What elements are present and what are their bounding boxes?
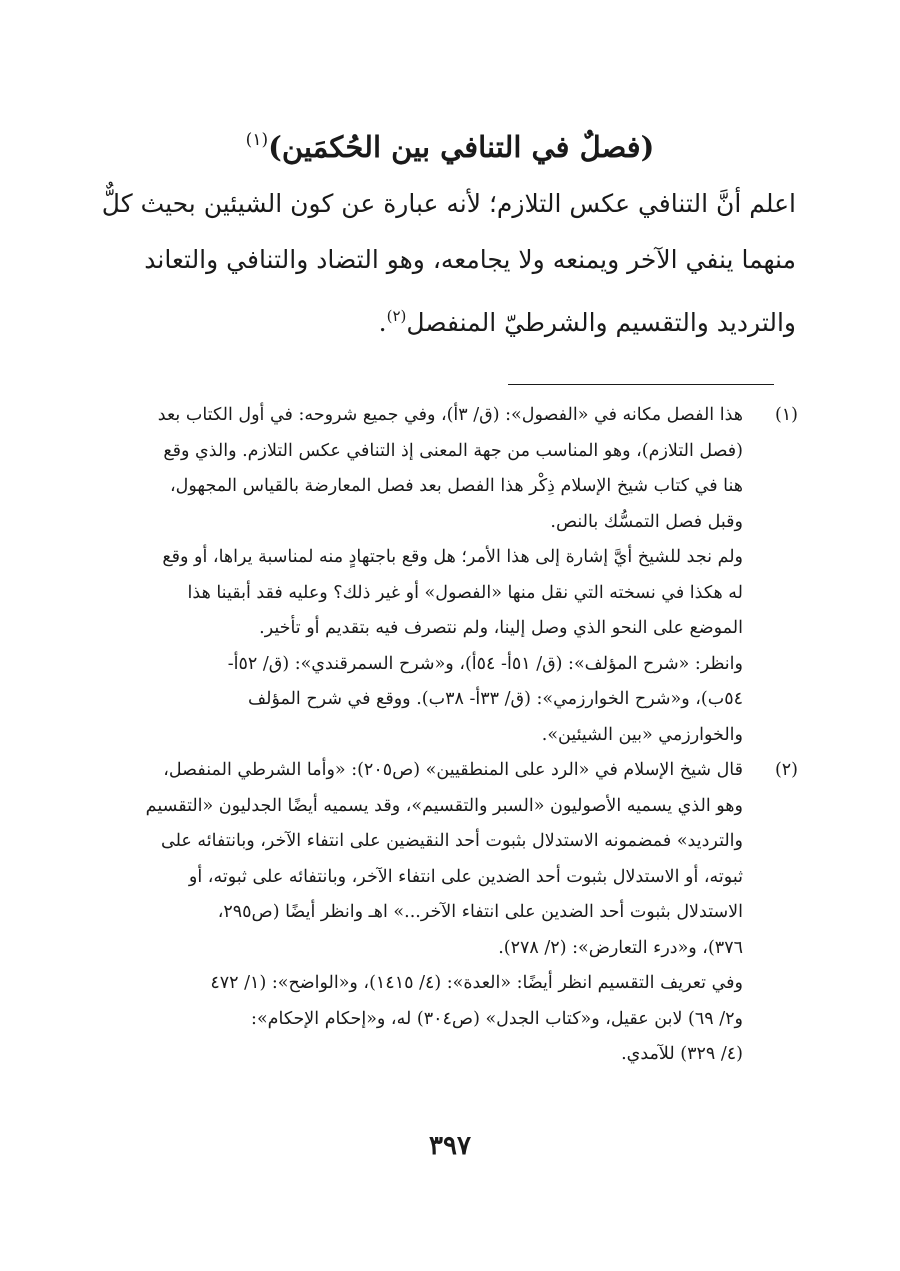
footnote-line: الاستدلال بثبوت أحد الضدين على انتفاء الآخر...» اهـ وانظر أيضًا (ص٢٩٥، [217, 902, 743, 922]
footnote-1 [108, 398, 798, 753]
footnote-line: ٣٧٦)، و«درء التعارض»: (٢/ ٢٧٨). [498, 937, 743, 958]
footnotes-section [108, 398, 798, 1073]
footnote-line: ٥٤ب)، و«شرح الخوارزمي»: (ق/ ٣٣أ- ٣٨ب). ووقع في شرح المؤلف [248, 689, 743, 709]
footnote-line: (فصل التلازم)، وهو المناسب من جهة المعنى إذ التنافي عكس التلازم. والذي وقع [163, 440, 743, 461]
footnote-2 [108, 753, 798, 1073]
footnote-line: الموضع على النحو الذي وصل إلينا، ولم نتصرف فيه بتقديم أو تأخير. [259, 618, 743, 638]
section-title [100, 118, 800, 169]
section-title-text: (فصلٌ في التنافي بين الحُكمَين) [268, 130, 655, 164]
footnote-line: وهو الذي يسميه الأصوليون «السبر والتقسيم»، وقد يسميه أيضًا الجدليون «التقسيم [145, 795, 743, 816]
footnote-line: هنا في كتاب شيخ الإسلام ذِكْر هذا الفصل بعد فصل المعارضة بالقياس المجهول، [169, 476, 743, 496]
footnote-separator [508, 384, 774, 385]
footnote-line: و٢/ ٦٩) لابن عقيل، و«كتاب الجدل» (ص٣٠٤) له، و«إحكام الإحكام»: [251, 1008, 743, 1029]
footnote-line: والخوارزمي «بين الشيئين». [541, 724, 743, 745]
footnote-line: ولم نجد للشيخ أيَّ إشارة إلى هذا الأمر؛ هل وقع باجتهادٍ منه لمناسبة يراها، أو وقع [162, 547, 743, 567]
footnote-line: هذا الفصل مكانه في «الفصول»: (ق/ ٣أ)، وفي جميع شروحه: في أول الكتاب بعد [157, 405, 743, 425]
body-line-last [108, 288, 796, 351]
body-line: اعلم أنَّ التنافي عكس التلازم؛ لأنه عبارة عن كون الشيئين بحيث كلٌّ [101, 189, 796, 218]
body-end-mark: . [378, 308, 387, 337]
page-number: ٣٩٧ [429, 1131, 471, 1161]
footnote-line: (٤/ ٣٢٩) للآمدي. [621, 1044, 743, 1064]
main-paragraph [101, 176, 796, 351]
footnote-line: له هكذا في نسخته التي نقل منها «الفصول» أو غير ذلك؟ وعليه فقد أبقينا هذا [187, 582, 743, 603]
body-line: منهما ينفي الآخر ويمنعه ولا يجامعه، وهو التضاد والتنافي والتعاند [144, 245, 796, 274]
body-footnote-ref: (٢) [386, 307, 407, 325]
footnote-line: ثبوته، أو الاستدلال بثبوت أحد الضدين على انتفاء الآخر، وبانتفائه على ثبوته، أو [188, 866, 743, 887]
title-footnote-ref: (١) [245, 130, 269, 150]
footnote-number: (٢) [774, 760, 798, 780]
body-line-text: والترديد والتقسيم والشرطيّ المنفصل [406, 308, 796, 337]
footnote-line: وانظر: «شرح المؤلف»: (ق/ ٥١أ- ٥٤أ)، و«شرح السمرقندي»: (ق/ ٥٢أ- [227, 653, 743, 674]
footnote-number: (١) [774, 405, 798, 425]
footnote-line: والترديد» فمضمونه الاستدلال بثبوت أحد النقيضين على انتفاء الآخر، وبانتفائه على [161, 831, 743, 851]
footnote-line: وفي تعريف التقسيم انظر أيضًا: «العدة»: (٤/ ١٤١٥)، و«الواضح»: (١/ ٤٧٢ [210, 973, 743, 993]
footnote-line: قال شيخ الإسلام في «الرد على المنطقيين» (ص٢٠٥): «وأما الشرطي المنفصل، [163, 760, 743, 780]
footnote-line: وقبل فصل التمسُّك بالنص. [550, 511, 743, 532]
